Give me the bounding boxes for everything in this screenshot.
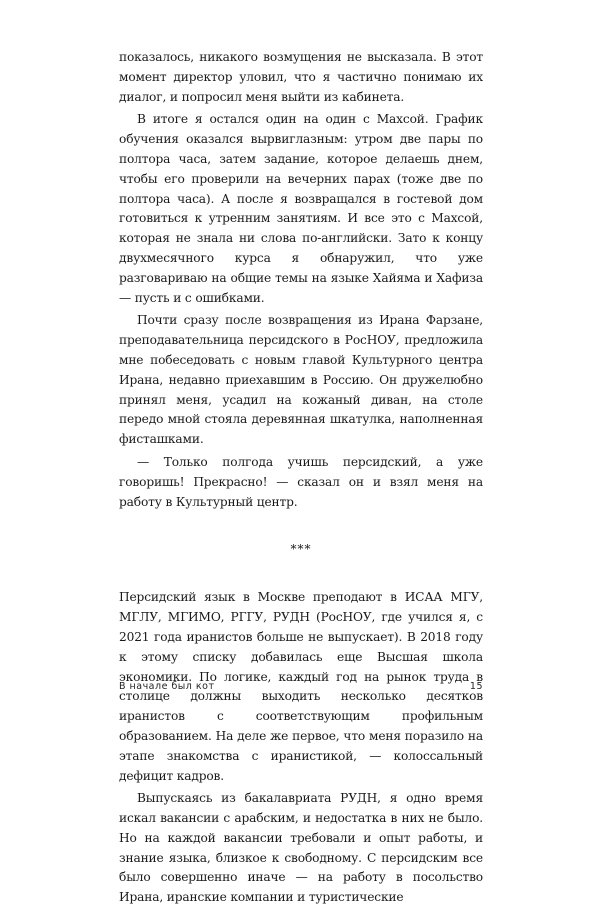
paragraph: — Только полгода учишь персидский, а уже говоришь! Прекрасно! — сказал он и взял меня на работу в Культурный центр.	[119, 454, 483, 509]
paragraph: Персидский язык в Москве преподают в ИСАА МГУ, МГЛУ, МГИМО, РГГУ, РУДН (РосНОУ, где учился я, с 2021 года иранистов больше не выпускает). В 2018 году к этому списку добавилась еще Высшая школа экономики. По логике, каждый год на рынок труда в столице должны выходить несколько десятков иранистов с соответствующим профильным образованием. На деле же первое, что меня поразило на этапе знакомства с иранистикой, — колоссальный дефицит кадров.	[119, 590, 483, 783]
running-title: В начале был кот	[119, 681, 215, 692]
page-number: 15	[469, 681, 483, 692]
paragraph: показалось, никакого возмущения не высказала. В этот момент директор уловил, что я частично понимаю их диалог, и попросил меня выйти из кабинета.	[119, 50, 483, 104]
paragraph: В итоге я остался один на один с Махсой. График обучения оказался вырвиглазным: утром две пары по полтора часа, затем задание, которое делаешь днем, чтобы его проверили на вечерних парах (тоже две по полтора часа). А после я возвращался в гостевой дом готовиться к утренним занятиям. И все это с Махсой, которая не знала ни слова по-английски. Зато к концу двухмесячного курса я обнаружил, что уже разговариваю на общие темы на языке Хайяма и Хафиза — пусть и с ошибками.	[119, 112, 483, 305]
section-separator: ***	[290, 542, 312, 557]
paragraph: Выпускаясь из бакалавриата РУДН, я одно время искал вакансии с арабским, и недостатка в них не было. Но на каждой вакансии требовали и опыт работы, и знание языка, близкое к свободному. С персидским все было совершенно иначе — на работу в посольство Ирана, иранские компании и туристические	[119, 791, 483, 905]
page-body	[119, 48, 483, 908]
page-footer	[119, 681, 483, 692]
paragraph: Почти сразу после возвращения из Ирана Фарзане, преподавательница персидского в РосНОУ, предложила мне побеседовать с новым главой Культурного центра Ирана, недавно приехавшим в Россию. Он дружелюбно принял меня, усадил на кожаный диван, на столе передо мной стояла деревянная шкатулка, наполненная фисташками.	[119, 313, 483, 447]
